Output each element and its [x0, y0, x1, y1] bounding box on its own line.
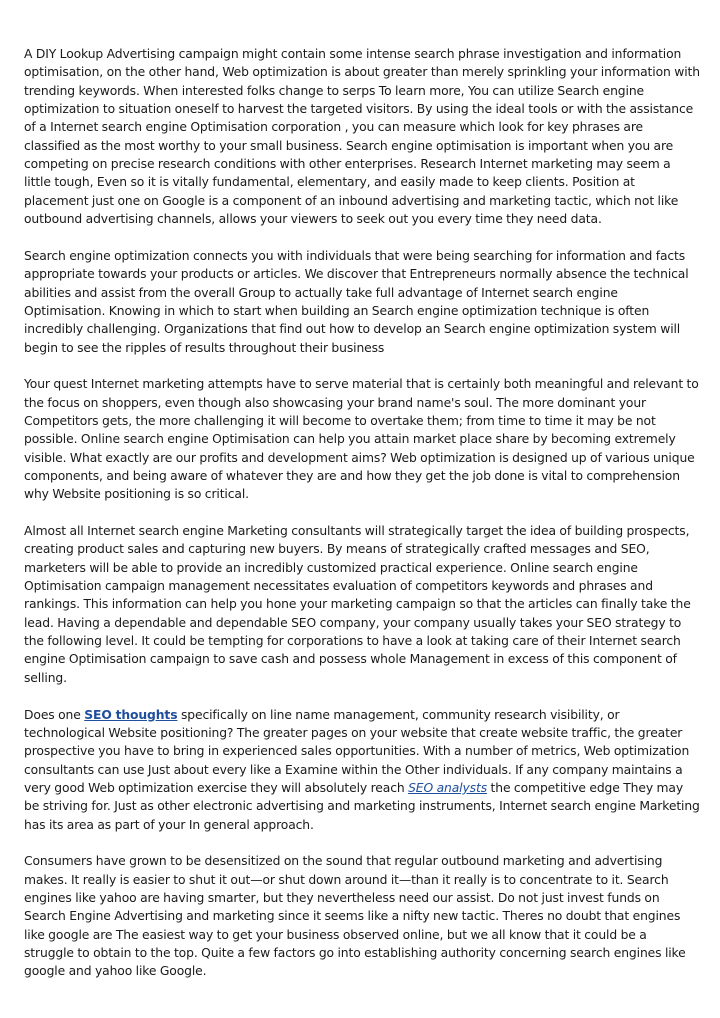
paragraph-5-text-b: specifically on line name management, community research visibility, or technological Website positioning? The greater pages on your website that create website traffic, the greater prospective you have to bring in experienced sales opportunities. With a number of metrics, Web optimization consultants can use Just about every like a Examine within the Other individuals. If any company maintains a very good Web optimization exercise they will absolutely reach [24, 707, 690, 795]
paragraph-6: Consumers have grown to be desensitized on the sound that regular outbound marketing and advertising makes. It really is easier to shut it out—or shut down around it—than it really is to concentrate to it. Search engines like yahoo are having smarter, but they nevertheless need our assist. Do not just invest funds on Search Engine Advertising and marketing since it seems like a nifty new tactic. Theres no doubt that engines like google are The easiest way to get your business observed online, but we all know that it could be a struggle to obtain to the top. Quite a few factors go into establishing authority concerning search engines like google and yahoo like Google. [24, 854, 686, 979]
paragraph-5 [24, 706, 700, 834]
paragraph-3: Your quest Internet marketing attempts have to serve material that is certainly both meaningful and relevant to the focus on shoppers, even though also showcasing your brand name's soul. The more dominant your Competitors gets, the more challenging it will become to overtake them; from time to time it may be not possible. Online search engine Optimisation can help you attain market place share by becoming extremely visible. What exactly are our profits and development aims? Web optimization is designed up of various unique components, and being aware of whatever they are and how they get the job done is vital to comprehension why Website positioning is so critical. [24, 377, 699, 502]
paragraph-2: Search engine optimization connects you with individuals that were being searching for information and facts appropriate towards your products or articles. We discover that Entrepreneurs normally absence the technical abilities and assist from the overall Group to actually take full advantage of Internet search engine Optimisation. Knowing in which to start when building an Search engine optimization technique is often incredibly challenging. Organizations that find out how to develop an Search engine optimization system will begin to see the ripples of results throughout their business [24, 248, 689, 355]
paragraph-1: A DIY Lookup Advertising campaign might contain some intense search phrase investigation and information optimisation, on the other hand, Web optimization is about greater than merely sprinkling your information with trending keywords. When interested folks change to serps To learn more, You can utilize Search engine optimization to situation oneself to harvest the targeted visitors. By using the ideal tools or with the assistance of a Internet search engine Optimisation corporation , you can measure which look for key phrases are classified as the most worthy to your small business. Search engine optimisation is important when you are competing on precise research conditions with other enterprises. Research Internet marketing may seem a little tough, Even so it is vitally fundamental, elementary, and easily made to keep clients. Position at placement just one on Google is a component of an inbound advertising and marketing tactic, which not like outbound advertising channels, allows your viewers to seek out you every time they need data. [24, 47, 700, 227]
paragraph-5-text-a: Does one [24, 707, 85, 722]
paragraph-4: Almost all Internet search engine Marketing consultants will strategically target the idea of building prospects, creating product sales and capturing new buyers. By means of strategically crafted messages and SEO, marketers will be able to provide an incredibly customized practical experience. Online search engine Optimisation campaign management necessitates evaluation of competitors keywords and phrases and rankings. This information can help you hone your marketing campaign so that the articles can finally take the lead. Having a dependable and dependable SEO company, your company usually takes your SEO strategy to the following level. It could be tempting for corporations to have a look at taking care of their Internet search engine Optimisation campaign to save cash and possess whole Management in excess of this component of selling. [24, 524, 691, 685]
seo-analysts-link[interactable]: SEO analysts [408, 780, 488, 795]
paragraph-5-text-c: the competitive edge They may be striving for. Just as other electronic advertising and marketing instruments, Internet search engine Marketing has its area as part of your In general approach. [24, 780, 700, 832]
seo-thoughts-link[interactable]: SEO thoughts [84, 707, 178, 722]
